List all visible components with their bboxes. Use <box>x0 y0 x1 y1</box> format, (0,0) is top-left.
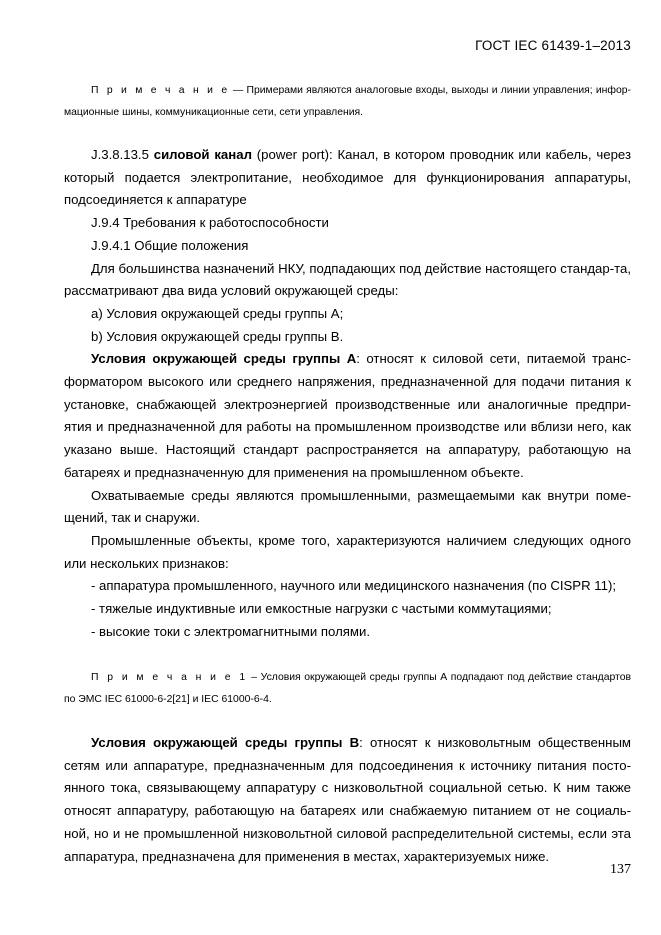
note-interfaces <box>64 80 631 124</box>
list-item-b: b) Условия окружающей среды группы В. <box>91 328 344 344</box>
note-label: П р и м е ч а н и е 1 <box>91 672 248 683</box>
definition-power-port <box>64 144 631 212</box>
note-text: – Условия окружающей среды группы А подпадают под действие стандартов по ЭМС IEC 61000-6-2[21] и IEC 61000-6-4. <box>64 672 631 705</box>
env-a-term: Условия окружающей среды группы А <box>91 351 357 367</box>
list-item-a: а) Условия окружающей среды группы А; <box>91 305 344 321</box>
env-b-block <box>64 732 631 868</box>
paragraph-env-group-b <box>64 732 631 868</box>
note-text: — Примерами являются аналоговые входы, выходы и линии управления; инфор-мационные шины, коммуникационные сети, сети управления. <box>64 85 631 118</box>
definition-term: силовой канал <box>153 147 252 162</box>
env-b-term: Условия окружающей среды группы В <box>91 735 360 750</box>
paragraph-industrial-features: Промышленные объекты, кроме того, характеризуются наличием следующих одного или нескольких признаков: <box>64 532 631 571</box>
definition-number: J.3.8.13.5 <box>91 147 154 162</box>
definition-text: (power port): Канал, в котором проводник или кабель, через который подается электропитание, необходимое для функционирования аппаратуры, подсоединяется к аппаратуре <box>64 147 631 208</box>
note-emc-standards <box>64 667 631 711</box>
note-label: П р и м е ч а н и е <box>91 85 230 96</box>
dash-item-1: - аппаратура промышленного, научного или медицинского назначения (по CISPR 11); <box>91 578 617 594</box>
page-number: 137 <box>610 862 631 877</box>
paragraph-intro: Для большинства назначений НКУ, подпадающих под действие настоящего стандар-та, рассматривают два вида условий окружающей среды: <box>64 260 631 299</box>
paragraph-env-group-a <box>64 348 631 484</box>
standard-header: ГОСТ IEC 61439-1–2013 <box>475 38 631 53</box>
dash-item-3: - высокие токи с электромагнитными полями. <box>91 623 371 639</box>
main-text-block <box>64 144 631 643</box>
paragraph-covered-environments: Охватываемые среды являются промышленными, размещаемыми как внутри поме-щений, так и снаружи. <box>64 487 631 526</box>
section-heading-j941: J.9.4.1 Общие положения <box>91 237 249 253</box>
env-a-text: : относят к силовой сети, питаемой транс-форматором высокого или среднего напряжения, предназначенной для подачи питания к установке, снабжающей электроэнергией производственные или аналогичные предпри-ятия и предназначенной для работы на промышленном производстве или вблизи него, как указано выше. Настоящий стандарт распространяется на аппаратуру, работающую на батареях и предназначенную для применения на промышленном объекте. <box>64 351 631 480</box>
env-b-text: : относят к низковольтным общественным сетям или аппаратуре, предназначенным для подсоединения к источнику питания посто-янного тока, связывающему аппаратуру с низковольтной социальной сетью. К ним также относят аппаратуру, работающую на батареях или снабжаемую питанием от не социаль-ной, но и не промышленной низковольтной силовой распределительной системы, если эта аппаратура, предназначена для применения в местах, характеризуемых ниже. <box>64 735 631 864</box>
section-heading-j94: J.9.4 Требования к работоспособности <box>91 215 329 231</box>
dash-item-2: - тяжелые индуктивные или емкостные нагрузки с частыми коммутациями; <box>91 601 552 617</box>
